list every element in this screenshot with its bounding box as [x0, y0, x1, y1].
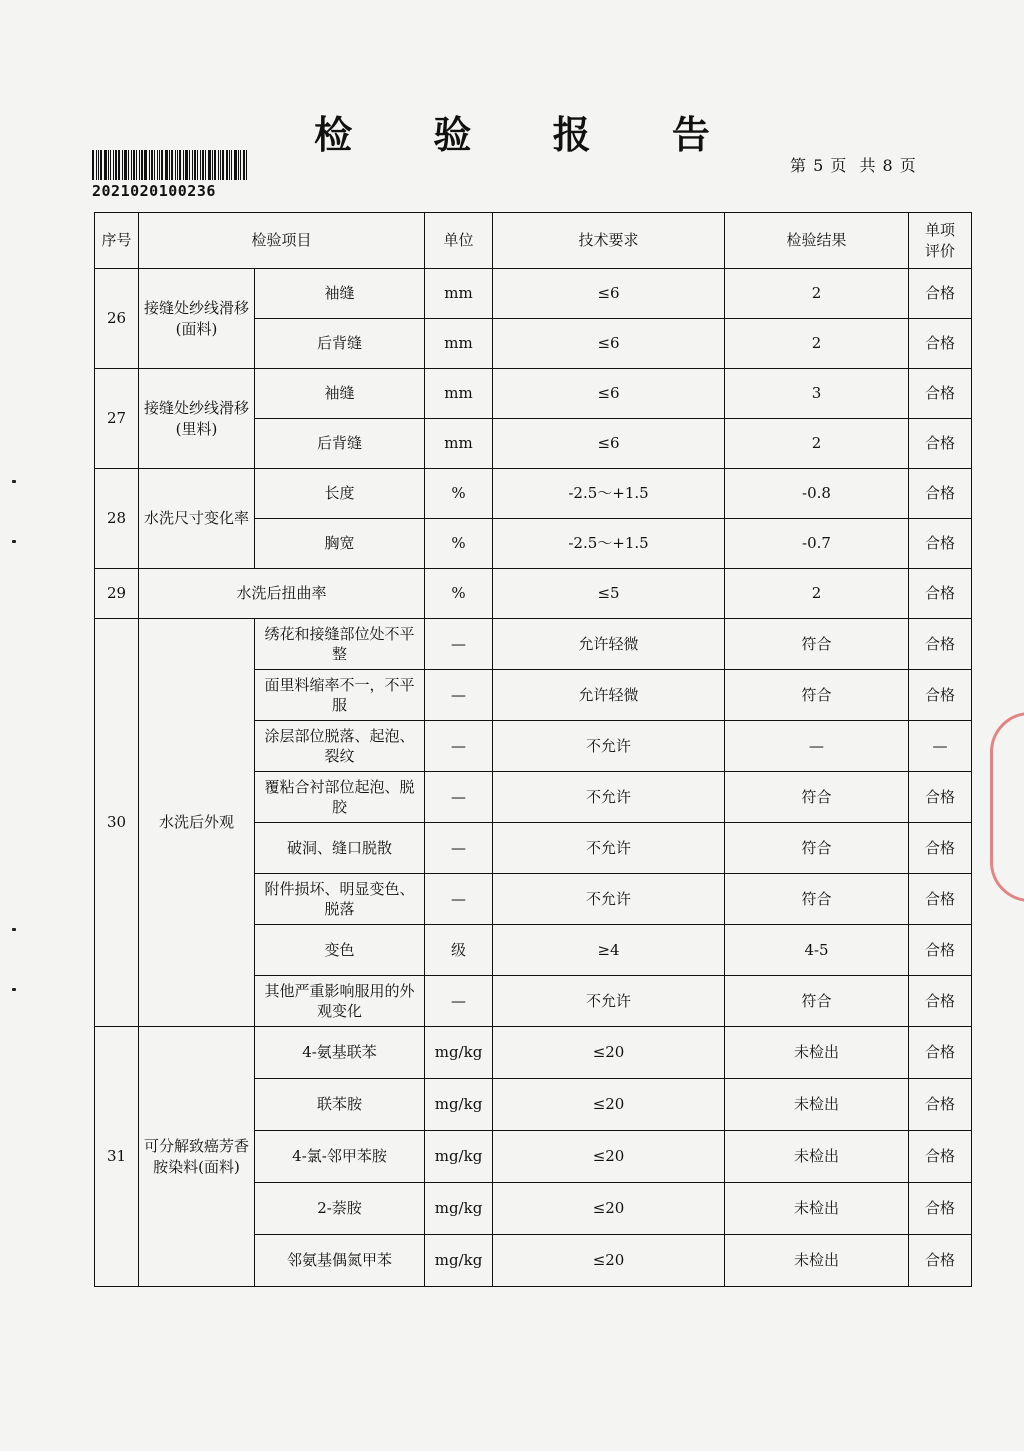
requirement-cell: ≥4: [493, 925, 725, 976]
barcode-bar: [212, 150, 213, 180]
table-row: [95, 1027, 972, 1079]
barcode-bar: [231, 150, 232, 180]
sub-item: 涂层部位脱落、起泡、裂纹: [255, 721, 425, 772]
barcode-bar: [113, 150, 114, 180]
requirement-cell: ≤20: [493, 1027, 725, 1079]
unit-cell: —: [425, 874, 493, 925]
sub-item: 附件损坏、明显变色、脱落: [255, 874, 425, 925]
evaluation-cell: 合格: [909, 874, 972, 925]
table-header-row: [95, 213, 972, 269]
table-row: [95, 369, 972, 419]
unit-cell: —: [425, 772, 493, 823]
result-cell: 未检出: [725, 1235, 909, 1287]
item-name: 水洗后扭曲率: [139, 569, 425, 619]
barcode-bar: [118, 150, 120, 180]
item-number: 28: [95, 469, 139, 569]
barcode-bar: [128, 150, 129, 180]
unit-cell: %: [425, 519, 493, 569]
barcode-bar: [161, 150, 163, 180]
item-number: 27: [95, 369, 139, 469]
requirement-cell: -2.5～+1.5: [493, 519, 725, 569]
barcode-bar: [144, 150, 147, 180]
unit-cell: mg/kg: [425, 1027, 493, 1079]
barcode-bar: [183, 150, 184, 180]
red-seal-stamp: [990, 712, 1024, 902]
result-cell: 未检出: [725, 1027, 909, 1079]
barcode-bar: [208, 150, 211, 180]
unit-cell: mg/kg: [425, 1131, 493, 1183]
item-number: 26: [95, 269, 139, 369]
unit-cell: —: [425, 670, 493, 721]
requirement-cell: ≤5: [493, 569, 725, 619]
result-cell: 4-5: [725, 925, 909, 976]
header-unit: 单位: [425, 213, 493, 269]
scan-speck: [12, 540, 16, 543]
sub-item: 破洞、缝口脱散: [255, 823, 425, 874]
result-cell: 未检出: [725, 1131, 909, 1183]
barcode-bar: [98, 150, 99, 180]
result-cell: -0.7: [725, 519, 909, 569]
table-row: [95, 619, 972, 670]
evaluation-cell: 合格: [909, 1131, 972, 1183]
inspection-table: [94, 212, 972, 1287]
unit-cell: mm: [425, 369, 493, 419]
barcode-bar: [131, 150, 132, 180]
result-cell: 符合: [725, 823, 909, 874]
barcode-bar: [177, 150, 178, 180]
header-item: 检验项目: [139, 213, 425, 269]
barcode-bar: [151, 150, 153, 180]
sub-item: 后背缝: [255, 319, 425, 369]
barcode-bar: [141, 150, 143, 180]
result-cell: 符合: [725, 619, 909, 670]
barcode-bar: [220, 150, 221, 180]
barcode-bar: [104, 150, 107, 180]
item-name: 水洗尺寸变化率: [139, 469, 255, 569]
barcode-bar: [194, 150, 196, 180]
item-number: 30: [95, 619, 139, 1027]
item-number: 31: [95, 1027, 139, 1287]
requirement-cell: 不允许: [493, 976, 725, 1027]
sub-item: 2-萘胺: [255, 1183, 425, 1235]
barcode-bar: [234, 150, 237, 180]
evaluation-cell: 合格: [909, 269, 972, 319]
barcode-number: 2021020100236: [92, 182, 216, 200]
barcode-bar: [136, 150, 137, 180]
unit-cell: —: [425, 721, 493, 772]
requirement-cell: ≤6: [493, 319, 725, 369]
barcode-bar: [243, 150, 245, 180]
requirement-cell: ≤6: [493, 419, 725, 469]
unit-cell: mg/kg: [425, 1235, 493, 1287]
result-cell: 未检出: [725, 1079, 909, 1131]
sub-item: 4-氯-邻甲苯胺: [255, 1131, 425, 1183]
sub-item: 其他严重影响服用的外观变化: [255, 976, 425, 1027]
header-result: 检验结果: [725, 213, 909, 269]
evaluation-cell: 合格: [909, 925, 972, 976]
barcode-bar: [246, 150, 247, 180]
barcode-bar: [200, 150, 201, 180]
evaluation-cell: 合格: [909, 670, 972, 721]
evaluation-cell: 合格: [909, 569, 972, 619]
barcode-bar: [171, 150, 173, 180]
sub-item: 绣花和接缝部位处不平整: [255, 619, 425, 670]
barcode-bar: [92, 150, 94, 180]
barcode: [92, 150, 252, 200]
sub-item: 袖缝: [255, 369, 425, 419]
barcode-bar: [229, 150, 230, 180]
result-cell: 2: [725, 419, 909, 469]
result-cell: 2: [725, 569, 909, 619]
barcode-bar: [124, 150, 127, 180]
requirement-cell: 不允许: [493, 823, 725, 874]
evaluation-cell: 合格: [909, 519, 972, 569]
requirement-cell: 不允许: [493, 772, 725, 823]
evaluation-cell: 合格: [909, 419, 972, 469]
table-row: [95, 469, 972, 519]
result-cell: 符合: [725, 772, 909, 823]
result-cell: 未检出: [725, 1183, 909, 1235]
barcode-bar: [179, 150, 181, 180]
unit-cell: —: [425, 619, 493, 670]
barcode-bar: [122, 150, 123, 180]
barcode-bar: [110, 150, 111, 180]
table-row: [95, 569, 972, 619]
unit-cell: mg/kg: [425, 1183, 493, 1235]
unit-cell: —: [425, 823, 493, 874]
barcode-bar: [238, 150, 239, 180]
evaluation-cell: 合格: [909, 823, 972, 874]
result-cell: 3: [725, 369, 909, 419]
report-title: 检 验 报 告: [314, 112, 744, 157]
scan-speck: [12, 480, 16, 483]
item-name: 接缝处纱线滑移(面料): [139, 269, 255, 369]
barcode-bar: [197, 150, 198, 180]
table-row: [95, 269, 972, 319]
barcode-bar: [115, 150, 117, 180]
item-number: 29: [95, 569, 139, 619]
page-current: 第 5 页: [790, 156, 848, 175]
sub-item: 邻氨基偶氮甲苯: [255, 1235, 425, 1287]
barcode-bar: [218, 150, 219, 180]
barcode-bar: [192, 150, 193, 180]
barcode-bar: [189, 150, 190, 180]
evaluation-cell: 合格: [909, 469, 972, 519]
unit-cell: 级: [425, 925, 493, 976]
unit-cell: —: [425, 976, 493, 1027]
sub-item: 长度: [255, 469, 425, 519]
barcode-bar: [139, 150, 140, 180]
barcode-bar: [185, 150, 188, 180]
barcode-bar: [100, 150, 102, 180]
barcode-bar: [169, 150, 170, 180]
sub-item: 胸宽: [255, 519, 425, 569]
requirement-cell: -2.5～+1.5: [493, 469, 725, 519]
item-name: 水洗后外观: [139, 619, 255, 1027]
requirement-cell: 不允许: [493, 874, 725, 925]
unit-cell: mm: [425, 419, 493, 469]
requirement-cell: ≤20: [493, 1183, 725, 1235]
header-no: 序号: [95, 213, 139, 269]
scan-speck: [12, 928, 16, 931]
item-name: 接缝处纱线滑移(里料): [139, 369, 255, 469]
header-requirement: 技术要求: [493, 213, 725, 269]
result-cell: 符合: [725, 874, 909, 925]
unit-cell: %: [425, 469, 493, 519]
barcode-bar: [133, 150, 135, 180]
requirement-cell: 允许轻微: [493, 670, 725, 721]
evaluation-cell: 合格: [909, 1235, 972, 1287]
evaluation-cell: 合格: [909, 1079, 972, 1131]
evaluation-cell: 合格: [909, 369, 972, 419]
requirement-cell: ≤20: [493, 1079, 725, 1131]
sub-item: 后背缝: [255, 419, 425, 469]
requirement-cell: ≤20: [493, 1131, 725, 1183]
barcode-bar: [149, 150, 150, 180]
result-cell: 2: [725, 269, 909, 319]
header-evaluation: 单项 评价: [909, 213, 972, 269]
sub-item: 联苯胺: [255, 1079, 425, 1131]
result-cell: -0.8: [725, 469, 909, 519]
result-cell: 2: [725, 319, 909, 369]
evaluation-cell: 合格: [909, 1027, 972, 1079]
barcode-bar: [96, 150, 97, 180]
requirement-cell: 允许轻微: [493, 619, 725, 670]
item-name: 可分解致癌芳香胺染料(面料): [139, 1027, 255, 1287]
barcode-bar: [205, 150, 206, 180]
barcode-bars: [92, 150, 252, 180]
sub-item: 面里料缩率不一，不平服: [255, 670, 425, 721]
barcode-bar: [222, 150, 224, 180]
requirement-cell: 不允许: [493, 721, 725, 772]
requirement-cell: ≤6: [493, 369, 725, 419]
barcode-bar: [214, 150, 216, 180]
barcode-bar: [165, 150, 168, 180]
unit-cell: mg/kg: [425, 1079, 493, 1131]
evaluation-cell: 合格: [909, 619, 972, 670]
requirement-cell: ≤20: [493, 1235, 725, 1287]
page-total: 共 8 页: [859, 156, 917, 175]
barcode-bar: [226, 150, 228, 180]
barcode-bar: [159, 150, 160, 180]
evaluation-cell: 合格: [909, 319, 972, 369]
evaluation-cell: 合格: [909, 1183, 972, 1235]
sub-item: 4-氨基联苯: [255, 1027, 425, 1079]
barcode-bar: [108, 150, 109, 180]
result-cell: 符合: [725, 670, 909, 721]
barcode-bar: [157, 150, 158, 180]
unit-cell: mm: [425, 319, 493, 369]
barcode-bar: [240, 150, 241, 180]
barcode-bar: [154, 150, 155, 180]
sub-item: 覆粘合衬部位起泡、脱胶: [255, 772, 425, 823]
result-cell: 符合: [725, 976, 909, 1027]
unit-cell: mm: [425, 269, 493, 319]
evaluation-cell: 合格: [909, 976, 972, 1027]
evaluation-cell: —: [909, 721, 972, 772]
page-indicator: [790, 153, 923, 176]
unit-cell: %: [425, 569, 493, 619]
requirement-cell: ≤6: [493, 269, 725, 319]
barcode-bar: [175, 150, 176, 180]
sub-item: 变色: [255, 925, 425, 976]
evaluation-cell: 合格: [909, 772, 972, 823]
sub-item: 袖缝: [255, 269, 425, 319]
barcode-bar: [202, 150, 204, 180]
result-cell: —: [725, 721, 909, 772]
scan-speck: [12, 988, 16, 991]
